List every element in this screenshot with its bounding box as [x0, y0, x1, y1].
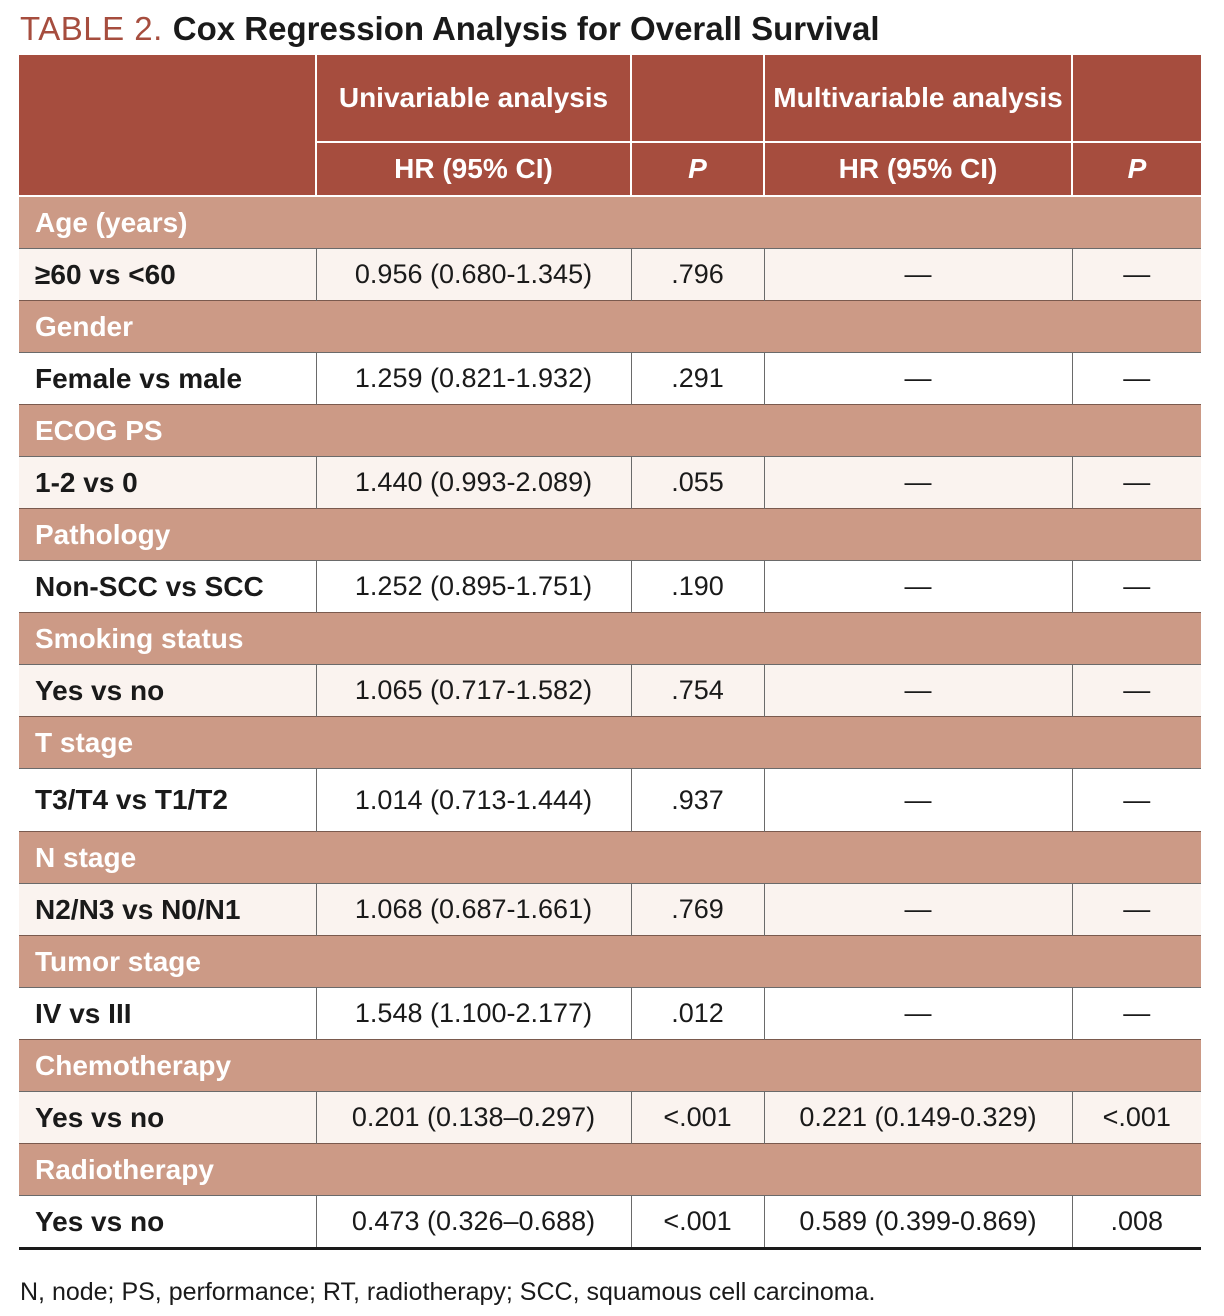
category-label: Smoking status [19, 613, 1201, 665]
multivariable-p: — [1072, 561, 1201, 613]
table-row [19, 988, 1201, 1040]
multivariable-p: <.001 [1072, 1092, 1201, 1144]
multivariable-hr: 0.221 (0.149-0.329) [764, 1092, 1072, 1144]
multivariable-hr: 0.589 (0.399-0.869) [764, 1196, 1072, 1249]
cox-regression-table [19, 55, 1201, 1250]
table-row [19, 665, 1201, 717]
multivariable-p: — [1072, 884, 1201, 936]
category-row [19, 832, 1201, 884]
multivariable-p: — [1072, 353, 1201, 405]
multivariable-hr: — [764, 353, 1072, 405]
univariable-hr: 0.473 (0.326–0.688) [316, 1196, 631, 1249]
category-row [19, 301, 1201, 353]
category-label: Age (years) [19, 196, 1201, 249]
multivariable-hr: — [764, 665, 1072, 717]
row-label: Female vs male [19, 353, 316, 405]
multivariable-p: — [1072, 457, 1201, 509]
univariable-hr: 1.548 (1.100-2.177) [316, 988, 631, 1040]
row-label: 1-2 vs 0 [19, 457, 316, 509]
univariable-p: <.001 [631, 1196, 764, 1249]
category-label: Pathology [19, 509, 1201, 561]
univariable-hr: 1.259 (0.821-1.932) [316, 353, 631, 405]
univariable-p: .291 [631, 353, 764, 405]
header-blank-multi-p [1072, 55, 1201, 142]
category-label: T stage [19, 717, 1201, 769]
category-row [19, 717, 1201, 769]
category-row [19, 509, 1201, 561]
univariable-p: .012 [631, 988, 764, 1040]
univariable-p: .796 [631, 249, 764, 301]
table-body [19, 196, 1201, 1249]
table-row [19, 1196, 1201, 1249]
row-label: T3/T4 vs T1/T2 [19, 769, 316, 832]
category-label: Tumor stage [19, 936, 1201, 988]
footnote: N, node; PS, performance; RT, radiotherapy; SCC, squamous cell carcinoma. [20, 1278, 876, 1306]
multivariable-p: — [1072, 249, 1201, 301]
multivariable-hr: — [764, 457, 1072, 509]
header-uni-p: P [631, 142, 764, 196]
univariable-hr: 1.065 (0.717-1.582) [316, 665, 631, 717]
header-multi-hr: HR (95% CI) [764, 142, 1072, 196]
row-label: Yes vs no [19, 1092, 316, 1144]
univariable-hr: 0.201 (0.138–0.297) [316, 1092, 631, 1144]
header-blank [19, 55, 316, 196]
category-row [19, 405, 1201, 457]
multivariable-p: — [1072, 988, 1201, 1040]
table-title-text: Cox Regression Analysis for Overall Survival [172, 10, 880, 47]
category-row [19, 936, 1201, 988]
univariable-hr: 1.068 (0.687-1.661) [316, 884, 631, 936]
header-multi-p: P [1072, 142, 1201, 196]
table-row [19, 457, 1201, 509]
multivariable-hr: — [764, 884, 1072, 936]
category-label: Radiotherapy [19, 1144, 1201, 1196]
table-row [19, 561, 1201, 613]
univariable-hr: 1.440 (0.993-2.089) [316, 457, 631, 509]
univariable-hr: 1.252 (0.895-1.751) [316, 561, 631, 613]
multivariable-p: — [1072, 665, 1201, 717]
category-label: ECOG PS [19, 405, 1201, 457]
category-row [19, 613, 1201, 665]
multivariable-p: — [1072, 769, 1201, 832]
multivariable-hr: — [764, 988, 1072, 1040]
row-label: N2/N3 vs N0/N1 [19, 884, 316, 936]
table-row [19, 249, 1201, 301]
row-label: Yes vs no [19, 665, 316, 717]
header-univariable: Univariable analysis [316, 55, 631, 142]
header-uni-hr: HR (95% CI) [316, 142, 631, 196]
univariable-p: .055 [631, 457, 764, 509]
table-label: TABLE 2. [20, 10, 163, 47]
category-label: Gender [19, 301, 1201, 353]
univariable-p: .769 [631, 884, 764, 936]
univariable-hr: 1.014 (0.713-1.444) [316, 769, 631, 832]
univariable-hr: 0.956 (0.680-1.345) [316, 249, 631, 301]
category-label: N stage [19, 832, 1201, 884]
category-label: Chemotherapy [19, 1040, 1201, 1092]
category-row [19, 1144, 1201, 1196]
table-row [19, 353, 1201, 405]
row-label: Non-SCC vs SCC [19, 561, 316, 613]
multivariable-hr: — [764, 249, 1072, 301]
table-title [20, 8, 880, 50]
univariable-p: .754 [631, 665, 764, 717]
multivariable-hr: — [764, 769, 1072, 832]
category-row [19, 196, 1201, 249]
table-row [19, 1092, 1201, 1144]
row-label: IV vs III [19, 988, 316, 1040]
univariable-p: .937 [631, 769, 764, 832]
univariable-p: .190 [631, 561, 764, 613]
category-row [19, 1040, 1201, 1092]
header-multivariable: Multivariable analysis [764, 55, 1072, 142]
row-label: Yes vs no [19, 1196, 316, 1249]
multivariable-hr: — [764, 561, 1072, 613]
multivariable-p: .008 [1072, 1196, 1201, 1249]
table-row [19, 884, 1201, 936]
univariable-p: <.001 [631, 1092, 764, 1144]
table-row [19, 769, 1201, 832]
header-blank-uni-p [631, 55, 764, 142]
row-label: ≥60 vs <60 [19, 249, 316, 301]
